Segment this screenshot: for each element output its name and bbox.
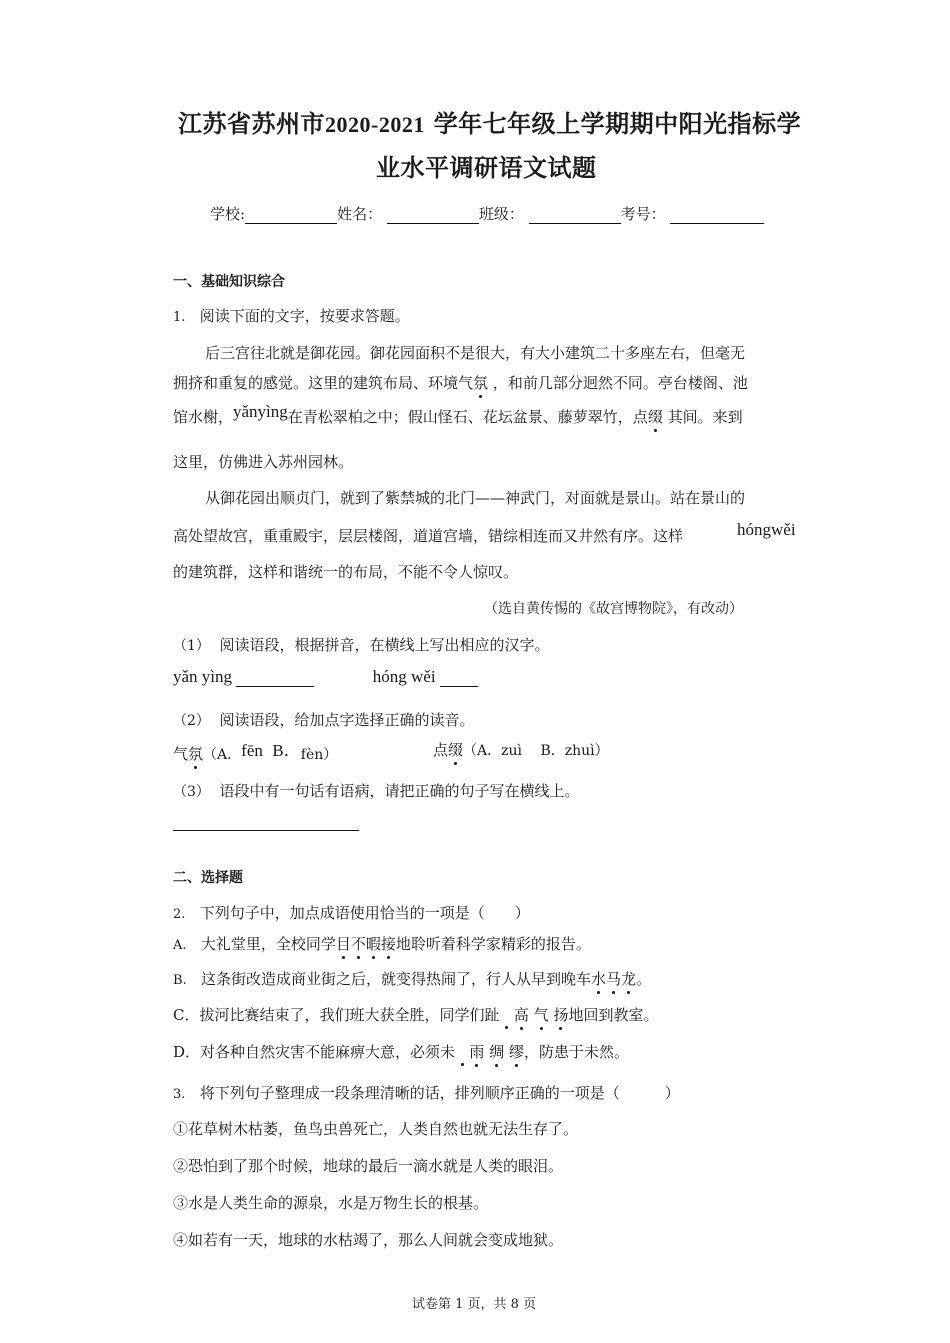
idiom-char: 雨 bbox=[469, 1043, 485, 1061]
answer-blank-2[interactable] bbox=[440, 667, 478, 687]
page-title-line1 bbox=[178, 104, 801, 139]
dotted-char: 氛 bbox=[188, 745, 204, 763]
pinyin-hongwei: hóng wěi bbox=[372, 667, 436, 686]
q3-item-1: ①花草树木枯萎，鱼鸟虫兽死亡，人类自然也就无法生存了。 bbox=[173, 1120, 579, 1138]
option-b-pinyin: fèn） bbox=[300, 747, 338, 763]
pinyin-yanying: yǎn yìng bbox=[173, 667, 233, 686]
q1-number: 1. bbox=[173, 310, 186, 325]
option-text: 这条街改造成商业街之后，就变得热闹了，行人从早到晚车 bbox=[201, 970, 592, 988]
name-field[interactable] bbox=[387, 207, 479, 224]
q2-option-c[interactable] bbox=[173, 1004, 658, 1025]
q3-item-4: ④如若有一天，地球的水枯竭了，那么人间就会变成地狱。 bbox=[173, 1231, 564, 1249]
option-label: D． bbox=[173, 1043, 201, 1061]
school-field[interactable] bbox=[245, 207, 337, 224]
q2-option-a[interactable] bbox=[173, 933, 591, 954]
dotted-char: 缀 bbox=[448, 741, 464, 759]
q1-sub2-options-2 bbox=[433, 739, 609, 760]
dotted-mark bbox=[504, 1006, 509, 1024]
name-label: 姓名： bbox=[337, 205, 383, 223]
answer-blank-1[interactable] bbox=[236, 667, 314, 687]
sub-number: （2） bbox=[173, 713, 210, 729]
q1-stem bbox=[173, 305, 410, 326]
text-fragment: ，和前几部分迥然不同。亭台楼阁、池 bbox=[492, 374, 748, 392]
q1-sub3 bbox=[173, 780, 579, 801]
dotted-char: 氛 bbox=[473, 374, 489, 392]
idiom-char: 扬 bbox=[553, 1006, 569, 1024]
word-char: 点 bbox=[433, 741, 449, 759]
class-label: 班级： bbox=[478, 205, 524, 223]
option-text: ，防患于未然。 bbox=[524, 1043, 630, 1061]
idiom-char: 目 bbox=[335, 935, 351, 953]
page-footer: 试卷第 1 页，共 8 页 bbox=[412, 1297, 537, 1312]
idiom-char: 暇 bbox=[365, 935, 381, 953]
pinyin-inline: yǎnyìng bbox=[233, 402, 288, 421]
q1-p1-line3 bbox=[173, 402, 743, 427]
q2-option-d[interactable] bbox=[173, 1041, 629, 1062]
pinyin-inline: hóngwěi bbox=[737, 520, 796, 539]
word-char: 气 bbox=[173, 745, 189, 763]
option-text: 拔河比赛结束了，我们班大获全胜，同学们趾 bbox=[199, 1006, 500, 1024]
option-text: 。 bbox=[636, 970, 652, 988]
section2-heading: 二、选择题 bbox=[173, 870, 243, 886]
idiom-char: 不 bbox=[350, 935, 366, 953]
q2-number: 2. bbox=[173, 907, 186, 922]
number-label: 考号： bbox=[620, 205, 666, 223]
q1-p1-line1: 后三宫往北就是御花园。御花园面积不是很大，有大小建筑二十多座左右，但毫无 bbox=[205, 344, 746, 362]
q1-p1-line2 bbox=[173, 372, 748, 393]
option-text: 地回到教室。 bbox=[568, 1006, 659, 1024]
idiom-char: 马 bbox=[606, 970, 622, 988]
idiom-char: 绸 bbox=[489, 1043, 505, 1061]
option-label: C． bbox=[173, 1006, 200, 1024]
q2-stem bbox=[173, 902, 530, 923]
q1-source: （选自黄传惕的《故宫博物院》，有改动） bbox=[484, 601, 743, 617]
option-label: B. bbox=[173, 973, 187, 988]
idiom-char: 龙 bbox=[621, 970, 637, 988]
sub-number: （1） bbox=[173, 638, 210, 654]
q3-stem bbox=[173, 1082, 680, 1103]
idiom-char: 高 bbox=[513, 1006, 529, 1024]
text-fragment: 拥挤和重复的感觉。这里的建筑布局、环境气 bbox=[173, 374, 474, 392]
number-field[interactable] bbox=[670, 207, 764, 224]
idiom-char: 缪 bbox=[508, 1043, 524, 1061]
option-label: （A．zuì B．zhuì） bbox=[463, 743, 609, 759]
dotted-mark bbox=[460, 1043, 465, 1061]
q1-sub1 bbox=[173, 634, 549, 655]
page-title-line2: 业水平调研语文试题 bbox=[376, 154, 597, 182]
q1-sub2 bbox=[173, 709, 474, 730]
q3-item-3: ③水是人类生命的源泉，水是万物生长的根基。 bbox=[173, 1194, 489, 1212]
answer-blank-3[interactable] bbox=[173, 830, 359, 831]
idiom-char: 气 bbox=[533, 1006, 549, 1024]
option-label: B． bbox=[272, 741, 301, 760]
title-prefix: 江苏省苏州市 bbox=[178, 110, 325, 138]
idiom-char: 水 bbox=[591, 970, 607, 988]
student-info-line bbox=[210, 203, 764, 224]
q2-text: 下列句子中，加点成语使用恰当的一项是（ ） bbox=[199, 904, 530, 922]
idiom-char: 接 bbox=[380, 935, 396, 953]
option-label: （A． bbox=[203, 747, 242, 763]
text-fragment: 馆水榭， bbox=[173, 408, 234, 426]
option-a-pinyin: fēn bbox=[241, 741, 263, 760]
q1-p2-line3: 的建筑群，这样和谐统一的布局，不能不令人惊叹。 bbox=[173, 563, 519, 581]
option-text: 地聆听着科学家精彩的报告。 bbox=[395, 935, 591, 953]
title-suffix: 学年七年级上学期期中阳光指标学 bbox=[433, 110, 802, 138]
text-fragment: 在青松翠柏之中；假山怪石、花坛盆景、藤萝翠竹，点 bbox=[287, 408, 648, 426]
text-fragment: 其间。来到 bbox=[667, 408, 743, 426]
section1-heading: 一、基础知识综合 bbox=[173, 274, 285, 290]
sub-text: 阅读语段，根据拼音，在横线上写出相应的汉字。 bbox=[219, 636, 550, 654]
q3-text: 将下列句子整理成一段条理清晰的话，排列顺序正确的一项是（ ） bbox=[199, 1084, 680, 1102]
sub-text: 阅读语段，给加点字选择正确的读音。 bbox=[219, 711, 475, 729]
sub-number: （3） bbox=[173, 784, 210, 800]
option-label: A. bbox=[173, 938, 187, 953]
class-field[interactable] bbox=[529, 207, 621, 224]
q3-item-2: ②恐怕到了那个时候，地球的最后一滴水就是人类的眼泪。 bbox=[173, 1157, 564, 1175]
school-label: 学校: bbox=[210, 205, 246, 223]
q1-sub2-options-1 bbox=[173, 739, 337, 764]
sub-text: 语段中有一句话有语病，请把正确的句子写在横线上。 bbox=[219, 782, 580, 800]
q3-number: 3. bbox=[173, 1087, 186, 1102]
q1-sub1-answers bbox=[173, 667, 478, 687]
q1-p2-line2: 高处望故宫，重重殿宇，层层楼阁，道道宫墙，错综相连而又井然有序。这样 bbox=[173, 527, 684, 545]
q1-text: 阅读下面的文字，按要求答题。 bbox=[199, 307, 410, 325]
q2-option-b[interactable] bbox=[173, 968, 651, 989]
q1-p2-line1: 从御花园出顺贞门，就到了紫禁城的北门——神武门，对面就是景山。站在景山的 bbox=[205, 489, 746, 507]
dotted-char: 缀 bbox=[647, 408, 663, 426]
q1-p1-line4: 这里，仿佛进入苏州园林。 bbox=[173, 453, 354, 471]
title-year: 2020-2021 bbox=[325, 112, 425, 137]
option-text: 大礼堂里，全校同学 bbox=[200, 935, 336, 953]
option-text: 对各种自然灾害不能麻痹大意，必须未 bbox=[200, 1043, 456, 1061]
